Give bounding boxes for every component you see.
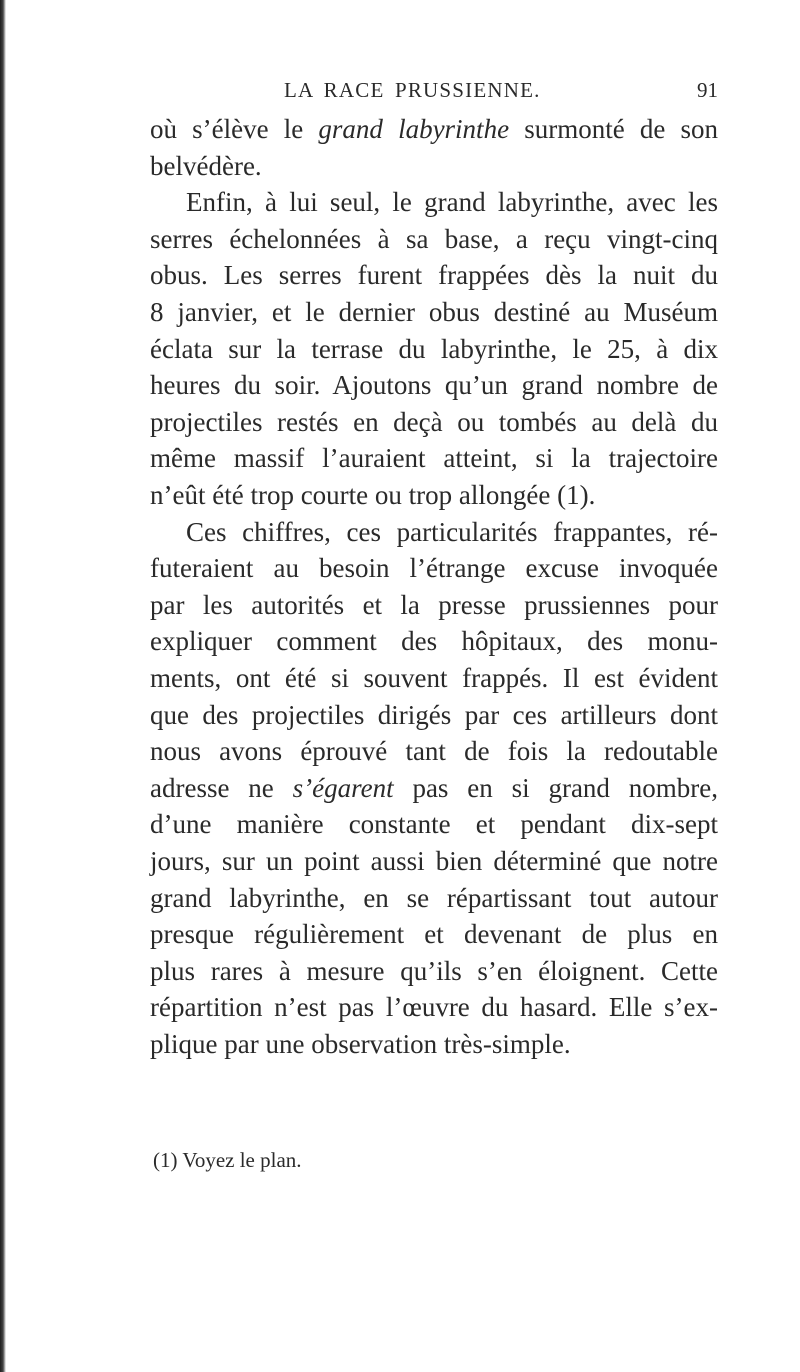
text-segment: plus rares à mesure qu’ils s’en éloignent. Cette xyxy=(150,955,718,986)
text-segment: même massif l’auraient atteint, si la trajectoire xyxy=(150,443,718,474)
text-line xyxy=(150,661,718,695)
text-segment: plique par une observation très-simple. xyxy=(150,1029,571,1059)
text-segment: presque régulièrement et devenant de plus en xyxy=(150,919,718,950)
text-line xyxy=(150,1027,718,1061)
text-line xyxy=(150,441,718,475)
text-line xyxy=(150,990,718,1024)
text-segment: belvédère. xyxy=(150,150,262,181)
text-line xyxy=(150,405,718,439)
text-segment: d’une manière constante et pendant dix-sept xyxy=(150,809,718,840)
text-line xyxy=(150,844,718,878)
page-header xyxy=(232,78,718,108)
text-line xyxy=(150,222,718,256)
text-line xyxy=(150,295,718,329)
italic-text: grand labyrinthe xyxy=(318,114,510,144)
text-line xyxy=(150,258,718,292)
text-segment: heures du soir. Ajoutons qu’un grand nombre de xyxy=(150,370,718,401)
text-segment: obus. Les serres furent frappées dès la nuit du xyxy=(150,260,718,291)
text-segment: adresse ne xyxy=(150,772,293,803)
text-line xyxy=(150,624,718,658)
text-line xyxy=(150,734,718,768)
text-segment: où s’élève le xyxy=(150,114,319,144)
text-segment: nous avons éprouvé tant de fois la redoutable xyxy=(150,736,718,767)
text-line xyxy=(150,149,718,183)
text-segment: par les autorités et la presse prussiennes pour xyxy=(150,589,718,620)
text-line xyxy=(150,954,718,988)
text-segment: grand labyrinthe, en se répartissant tout autour xyxy=(150,882,718,913)
page-number: 91 xyxy=(697,78,718,102)
italic-text: s’égarent xyxy=(292,772,394,803)
text-segment: Enfin, à lui seul, le grand labyrinthe, avec les xyxy=(186,187,718,218)
text-segment: que des projectiles dirigés par ces artilleurs dont xyxy=(150,699,718,730)
text-segment: serres échelonnées à sa base, a reçu vingt-cinq xyxy=(150,223,718,254)
page-edge-shadow xyxy=(0,0,6,1372)
text-segment: projectiles restés en deçà ou tombés au delà du xyxy=(150,406,718,437)
text-line xyxy=(150,771,718,805)
footnote: (1) Voyez le plan. xyxy=(153,1148,302,1172)
text-line xyxy=(150,807,718,841)
text-segment: répartition n’est pas l’œuvre du hasard. Elle s’ex- xyxy=(150,992,718,1023)
text-line xyxy=(150,917,718,951)
text-line xyxy=(150,698,718,732)
text-segment: jours, sur un point aussi bien déterminé que notre xyxy=(150,846,718,876)
text-line xyxy=(150,478,718,512)
text-line xyxy=(186,185,718,219)
text-segment: Ces chiffres, ces particularités frappantes, ré- xyxy=(186,516,718,547)
text-line xyxy=(186,515,718,549)
text-line xyxy=(150,112,718,146)
text-line xyxy=(150,881,718,915)
text-segment: surmonté de son xyxy=(509,114,719,144)
text-segment: ments, ont été si souvent frappés. Il est évident xyxy=(150,663,718,693)
text-segment: pas en si grand nombre, xyxy=(393,772,718,803)
text-line xyxy=(150,551,718,585)
text-line xyxy=(150,588,718,622)
text-segment: futeraient au besoin l’étrange excuse invoquée xyxy=(150,553,718,584)
text-line xyxy=(150,368,718,402)
text-segment: éclata sur la terrase du labyrinthe, le 25, à dix xyxy=(150,333,718,364)
text-segment: n’eût été trop courte ou trop allongée (1). xyxy=(150,480,596,510)
running-head: LA RACE PRUSSIENNE. xyxy=(284,78,541,102)
text-line xyxy=(150,332,718,366)
text-segment: 8 janvier, et le dernier obus destiné au Muséum xyxy=(150,297,718,327)
text-segment: expliquer comment des hôpitaux, des monu- xyxy=(150,626,718,657)
